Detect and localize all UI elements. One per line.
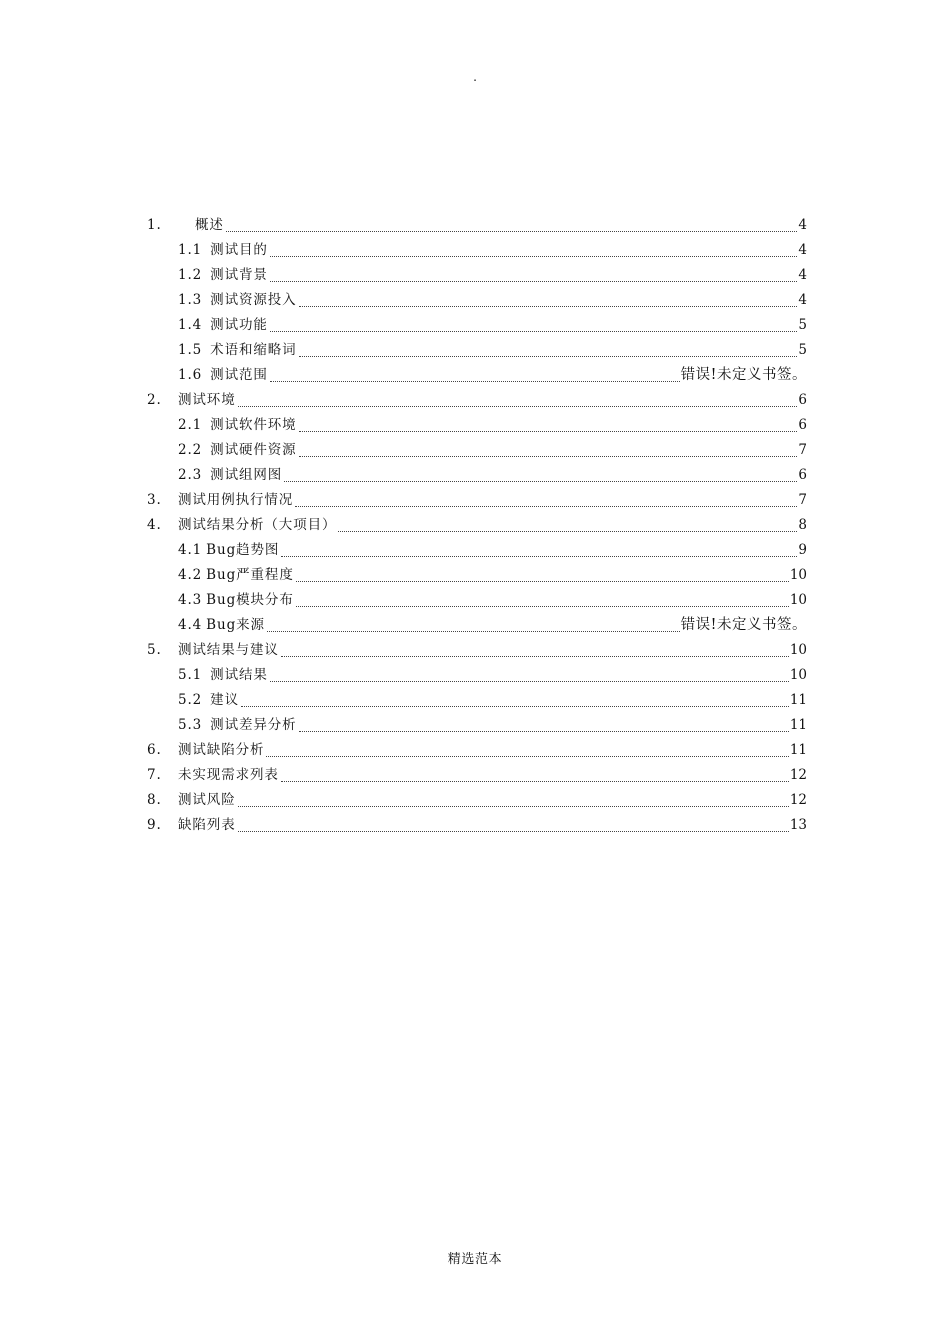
toc-entry[interactable] <box>147 613 807 638</box>
dot-leader <box>241 705 789 707</box>
toc-entry-title: 测试环境 <box>178 392 236 408</box>
toc-entry-page: 12 <box>789 792 807 808</box>
toc-entry-title: 术语和缩略词 <box>210 342 297 358</box>
toc-entry-page: 7 <box>798 442 807 458</box>
toc-entry-title: 测试范围 <box>210 367 268 383</box>
toc-entry-page: 11 <box>789 742 807 758</box>
toc-entry-page: 6 <box>798 467 807 483</box>
toc-entry-number: 2.1 <box>178 417 203 433</box>
toc-entry-title: 测试功能 <box>210 317 268 333</box>
dot-leader <box>299 730 789 732</box>
toc-entry-title: Bug来源 <box>206 617 265 633</box>
toc-entry-number: 6. <box>147 742 162 758</box>
toc-entry-title: 缺陷列表 <box>178 817 236 833</box>
toc-entry-page: 6 <box>798 392 807 408</box>
toc-entry-number: 5.1 <box>178 667 203 683</box>
toc-entry-page: 5 <box>798 317 807 333</box>
toc-entry[interactable] <box>147 488 807 513</box>
dot-leader <box>238 405 798 407</box>
toc-entry-number: 2.3 <box>178 467 203 483</box>
toc-entry[interactable] <box>147 288 807 313</box>
toc-entry-page: 10 <box>789 592 807 608</box>
toc-entry-number: 4.3 <box>178 592 203 608</box>
toc-entry-page: 4 <box>798 292 807 308</box>
toc-entry-page: 4 <box>798 242 807 258</box>
table-of-contents <box>147 213 807 838</box>
toc-entry-number: 5.3 <box>178 717 203 733</box>
toc-entry-number: 1.2 <box>178 267 203 283</box>
toc-entry-number: 4.2 <box>178 567 203 583</box>
toc-entry-page: 9 <box>798 542 807 558</box>
toc-entry-number: 1.4 <box>178 317 203 333</box>
dot-leader <box>296 605 789 607</box>
toc-entry[interactable] <box>147 563 807 588</box>
dot-leader <box>238 805 789 807</box>
dot-leader <box>270 330 798 332</box>
toc-entry[interactable] <box>147 713 807 738</box>
toc-entry-number: 4.4 <box>178 617 203 633</box>
toc-entry-page: 12 <box>789 767 807 783</box>
toc-entry-page: 4 <box>798 217 807 233</box>
toc-entry-page: 10 <box>789 567 807 583</box>
toc-entry-number: 3. <box>147 492 162 508</box>
toc-entry-title: 测试资源投入 <box>210 292 297 308</box>
dot-leader <box>270 680 789 682</box>
toc-entry-page: 10 <box>789 642 807 658</box>
toc-entry[interactable] <box>147 538 807 563</box>
toc-entry[interactable] <box>147 788 807 813</box>
toc-entry-page: 13 <box>789 817 807 833</box>
toc-entry-title: 概述 <box>195 217 224 233</box>
toc-entry[interactable] <box>147 438 807 463</box>
toc-entry-number: 1.3 <box>178 292 203 308</box>
toc-entry[interactable] <box>147 338 807 363</box>
toc-entry-title: 建议 <box>210 692 239 708</box>
toc-entry-title: Bug模块分布 <box>206 592 294 608</box>
toc-entry-title: Bug严重程度 <box>206 567 294 583</box>
toc-entry[interactable] <box>147 413 807 438</box>
toc-entry[interactable] <box>147 513 807 538</box>
toc-entry-page: 11 <box>789 717 807 733</box>
toc-entry[interactable] <box>147 463 807 488</box>
toc-entry-number: 5.2 <box>178 692 203 708</box>
toc-entry-number: 4. <box>147 517 162 533</box>
dot-leader <box>270 280 798 282</box>
toc-entry-title: 测试用例执行情况 <box>178 492 294 508</box>
toc-entry-number: 8. <box>147 792 162 808</box>
dot-leader <box>299 305 798 307</box>
toc-entry-title: 测试硬件资源 <box>210 442 297 458</box>
toc-entry-title: 测试结果与建议 <box>178 642 279 658</box>
toc-entry[interactable] <box>147 313 807 338</box>
toc-entry-page: 8 <box>798 517 807 533</box>
toc-entry-title: 测试风险 <box>178 792 236 808</box>
toc-entry[interactable] <box>147 388 807 413</box>
toc-entry-number: 1.5 <box>178 342 203 358</box>
toc-entry-title: Bug趋势图 <box>206 542 280 558</box>
toc-entry-number: 4.1 <box>178 542 203 558</box>
toc-entry-page-error: 错误!未定义书签。 <box>680 367 807 383</box>
toc-entry-title: 测试结果 <box>210 667 268 683</box>
toc-entry[interactable] <box>147 688 807 713</box>
toc-entry-number: 7. <box>147 767 162 783</box>
dot-leader <box>270 255 798 257</box>
toc-entry-number: 9. <box>147 817 162 833</box>
toc-entry-page: 6 <box>798 417 807 433</box>
dot-leader <box>299 455 798 457</box>
dot-leader <box>295 505 797 507</box>
toc-entry[interactable] <box>147 638 807 663</box>
toc-entry[interactable] <box>147 663 807 688</box>
dot-leader <box>281 655 789 657</box>
toc-entry-title: 测试差异分析 <box>210 717 297 733</box>
toc-entry[interactable] <box>147 588 807 613</box>
toc-entry-title: 测试结果分析（大项目） <box>178 517 337 533</box>
dot-leader <box>281 780 789 782</box>
toc-entry[interactable] <box>147 813 807 838</box>
toc-entry-page-error: 错误!未定义书签。 <box>680 617 807 633</box>
toc-entry-page: 7 <box>798 492 807 508</box>
toc-entry[interactable] <box>147 738 807 763</box>
toc-entry-number: 2.2 <box>178 442 203 458</box>
toc-entry-number: 1. <box>147 217 162 233</box>
toc-entry-title: 测试目的 <box>210 242 268 258</box>
toc-entry-title: 测试背景 <box>210 267 268 283</box>
toc-entry[interactable] <box>147 363 807 388</box>
dot-leader <box>338 530 797 532</box>
toc-entry[interactable] <box>147 263 807 288</box>
dot-leader <box>296 580 789 582</box>
header-mark: . <box>473 70 477 84</box>
dot-leader <box>266 755 788 757</box>
dot-leader <box>238 830 789 832</box>
dot-leader <box>299 430 798 432</box>
dot-leader <box>270 380 680 382</box>
dot-leader <box>267 630 680 632</box>
dot-leader <box>284 480 797 482</box>
toc-entry-title: 测试组网图 <box>210 467 283 483</box>
toc-entry-page: 10 <box>789 667 807 683</box>
toc-entry-title: 测试软件环境 <box>210 417 297 433</box>
toc-entry-number: 1.1 <box>178 242 203 258</box>
toc-entry-number: 2. <box>147 392 162 408</box>
toc-entry-page: 11 <box>789 692 807 708</box>
dot-leader <box>281 555 797 557</box>
toc-entry-title: 测试缺陷分析 <box>178 742 265 758</box>
toc-entry-page: 4 <box>798 267 807 283</box>
toc-entry-number: 5. <box>147 642 162 658</box>
dot-leader <box>226 230 798 232</box>
toc-entry[interactable] <box>147 763 807 788</box>
toc-entry-number: 1.6 <box>178 367 203 383</box>
toc-entry-page: 5 <box>798 342 807 358</box>
dot-leader <box>299 355 798 357</box>
toc-entry-title: 未实现需求列表 <box>178 767 279 783</box>
toc-entry[interactable] <box>147 238 807 263</box>
toc-entry[interactable] <box>147 213 807 238</box>
page-footer: 精选范本 <box>447 1252 503 1267</box>
